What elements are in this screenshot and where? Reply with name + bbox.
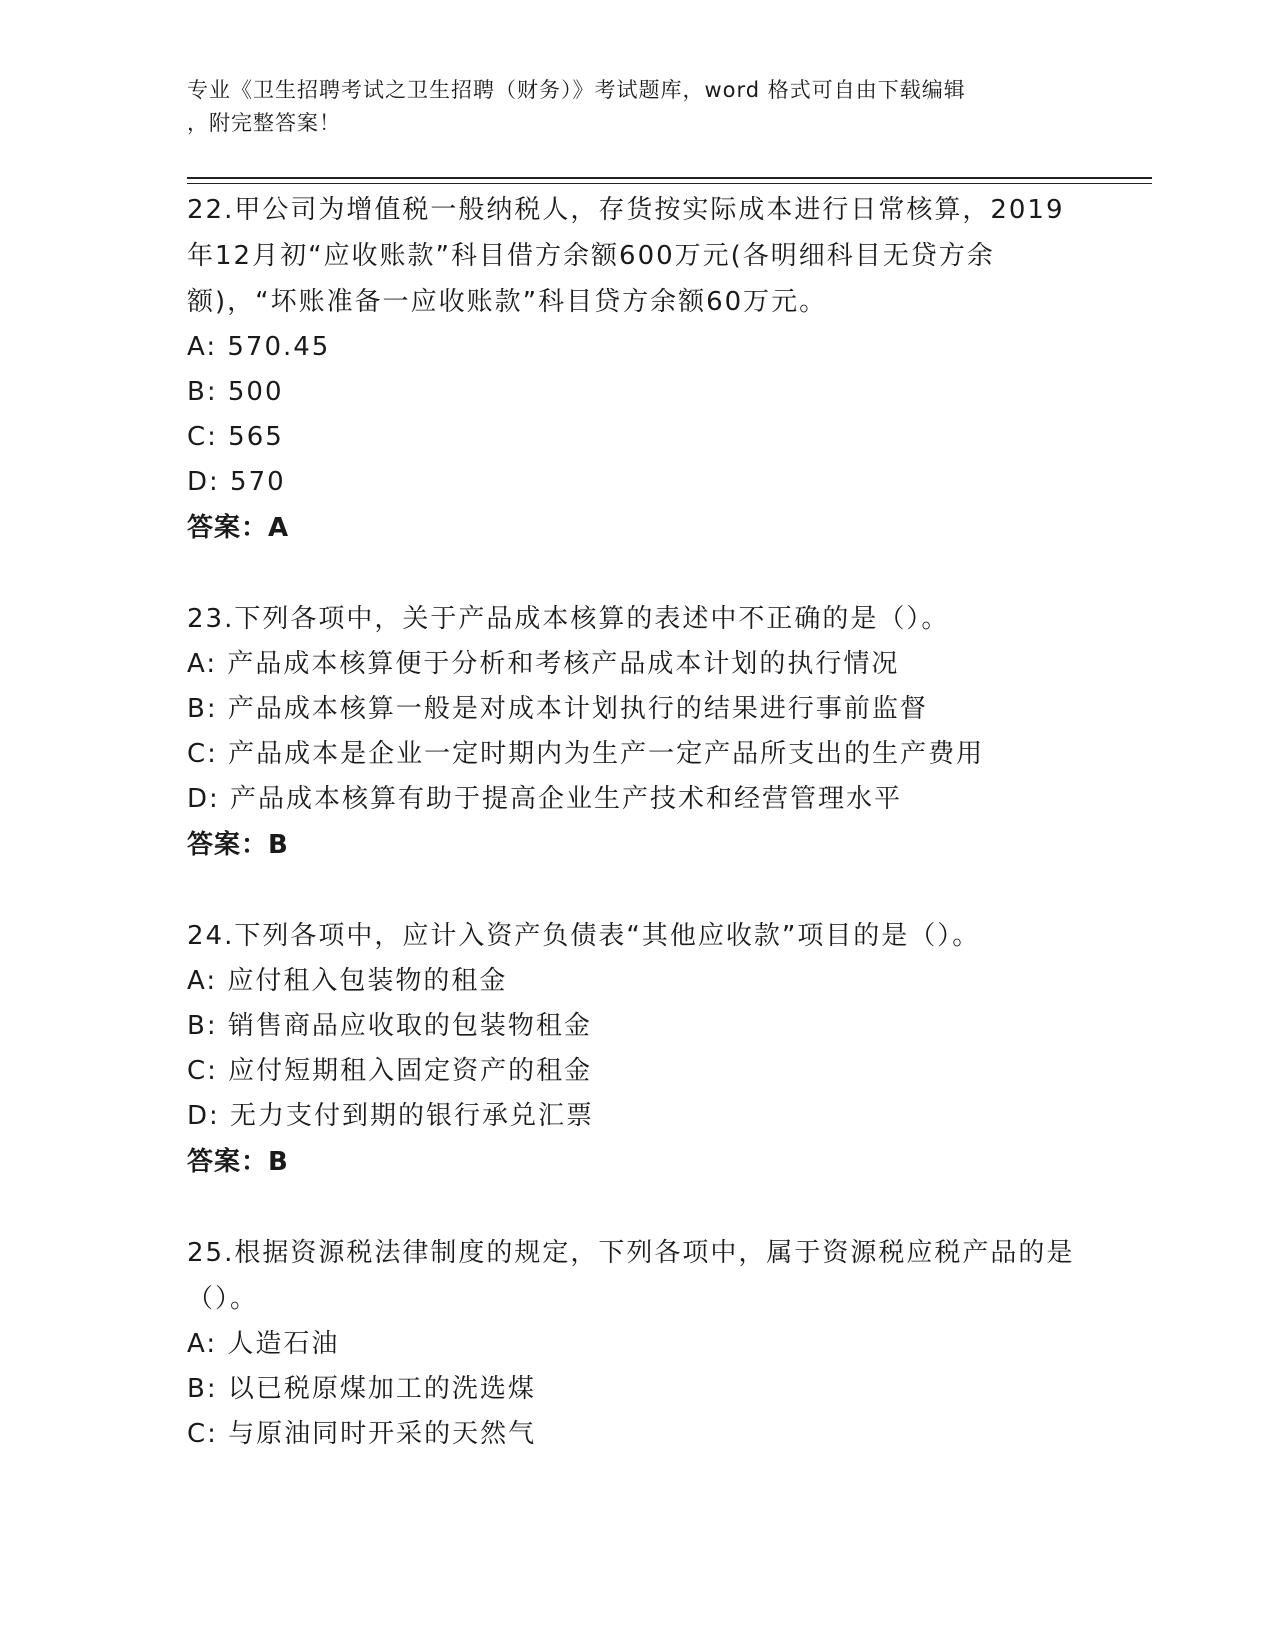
option-b: B: 以已税原煤加工的洗选煤 — [187, 1374, 536, 1404]
option-c: C: 565 — [187, 422, 284, 452]
option-d: D: 无力支付到期的银行承兑汇票 — [187, 1101, 595, 1131]
question-stem: 24.下列各项中，应计入资产负债表“其他应收款”项目的是（）。 — [187, 921, 981, 951]
question-25 — [187, 1230, 1087, 1457]
question-stem: 23.下列各项中，关于产品成本核算的表述中不正确的是（）。 — [187, 604, 950, 634]
answer: 答案：B — [187, 830, 289, 860]
option-a: A: 人造石油 — [187, 1329, 340, 1359]
question-list — [187, 187, 1087, 1457]
header-line-1: 专业《卫生招聘考试之卫生招聘（财务）》考试题库，word 格式可自由下载编辑 — [187, 78, 966, 102]
option-a: A: 产品成本核算便于分析和考核产品成本计划的执行情况 — [187, 649, 900, 679]
option-b: B: 产品成本核算一般是对成本计划执行的结果进行事前监督 — [187, 694, 928, 724]
option-c: C: 与原油同时开采的天然气 — [187, 1419, 537, 1449]
option-c: C: 产品成本是企业一定时期内为生产一定产品所支出的生产费用 — [187, 739, 985, 769]
document-header — [187, 74, 1067, 140]
question-24 — [187, 913, 1087, 1185]
question-stem: 25.根据资源税法律制度的规定，下列各项中，属于资源税应税产品的是（）。 — [187, 1238, 1075, 1314]
answer: 答案：B — [187, 1147, 289, 1177]
question-stem: 22.甲公司为增值税一般纳税人，存货按实际成本进行日常核算，2019年12月初“应收账款”科目借方余额600万元(各明细科目无贷方余额)，“坏账准备一应收账款”科目贷方余额60万元。 — [187, 195, 1065, 317]
question-22 — [187, 187, 1087, 551]
header-divider-thin — [187, 183, 1152, 184]
option-c: C: 应付短期租入固定资产的租金 — [187, 1056, 593, 1086]
option-d: D: 产品成本核算有助于提高企业生产技术和经营管理水平 — [187, 784, 903, 814]
option-a: A: 570.45 — [187, 332, 331, 362]
spacer — [187, 551, 1087, 596]
answer: 答案：A — [187, 513, 290, 543]
header-divider-thick — [187, 177, 1152, 179]
option-d: D: 570 — [187, 467, 286, 497]
spacer — [187, 1185, 1087, 1230]
option-a: A: 应付租入包装物的租金 — [187, 966, 508, 996]
question-23 — [187, 596, 1087, 868]
header-line-2: ，附完整答案！ — [187, 111, 341, 135]
option-b: B: 销售商品应收取的包装物租金 — [187, 1011, 592, 1041]
spacer — [187, 868, 1087, 913]
option-b: B: 500 — [187, 377, 284, 407]
